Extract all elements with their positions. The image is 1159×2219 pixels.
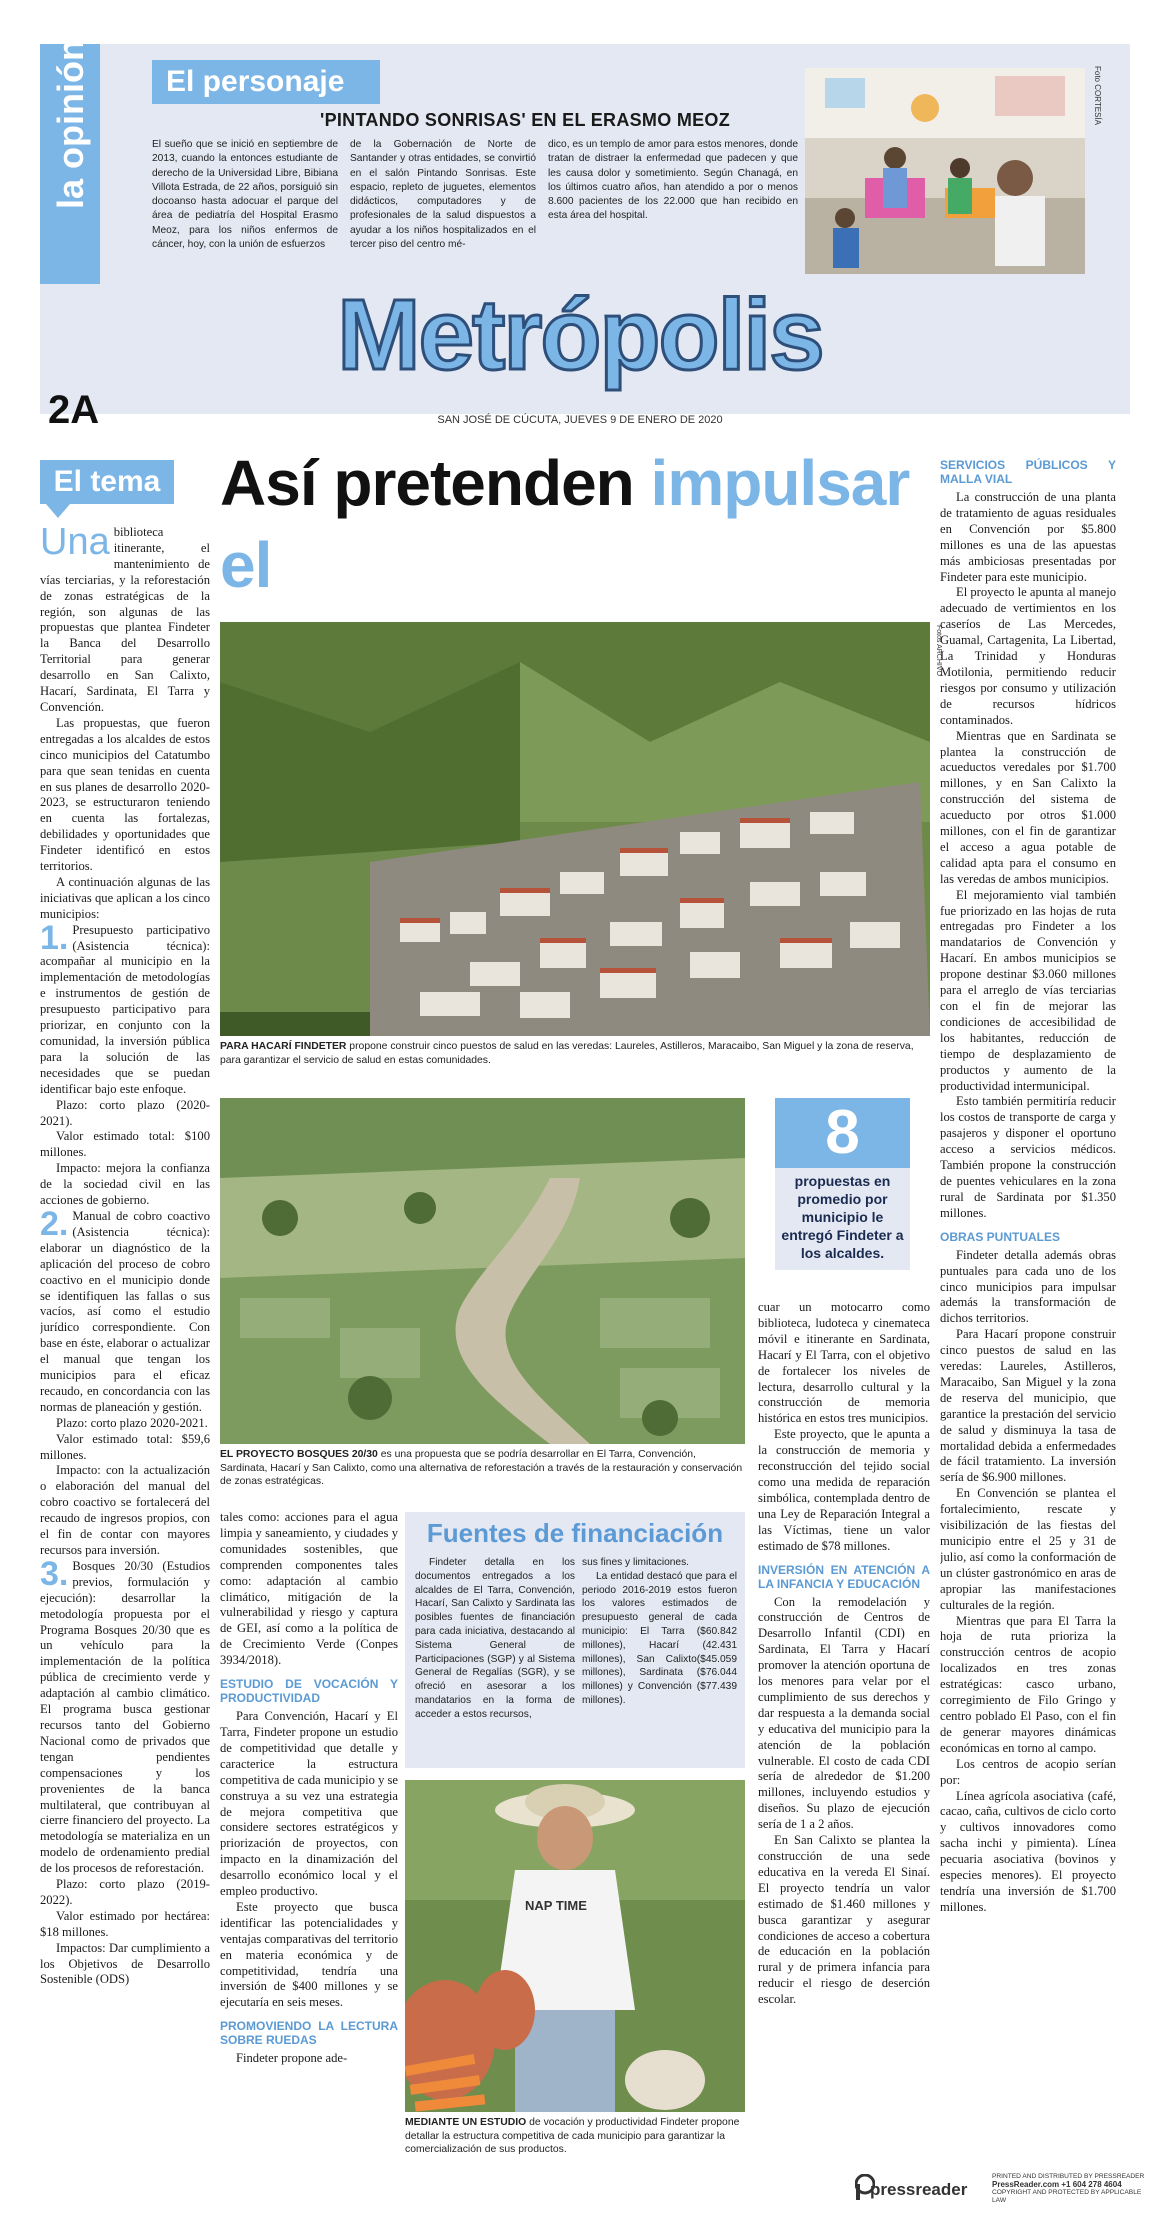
list-number: 3. — [40, 1554, 69, 1593]
personaje-text-col2: de la Gobernación de Norte de Santander y otras entidades, se convirtió en el salón Pintando Sonrisas. Este espacio, repleto de juguetes, elementos didácticos, computadores y de profesionales de la salud dispuestos a ayudar a los niños hospitalizados en el tercer piso del centro mé- — [350, 139, 536, 251]
article-column-right — [940, 458, 1116, 2178]
tema-tab-pointer — [46, 504, 70, 518]
list-number: 1. — [40, 918, 69, 957]
paragraph: Presupuesto participativo (Asistencia técnica): acompañar al municipio en la implementación de metodologías e instrumentos de gestión de presupuesto participativo para priorizar, en conjunto con la comunidad, la inversión pública para la solución de las necesidades que se puedan identificar bajo este enfoque. — [40, 922, 210, 1096]
paragraph: Este proyecto, que le apunta a la construcción de memoria y reconstrucción del tejido social como una medida de reparación simbólica, contemplada dentro de una Ley de Reparación Integral a las Víctimas, tiene un valor estimado de $78 millones. — [758, 1427, 930, 1553]
paragraph: Valor estimado total: $59,6 millones. — [40, 1431, 210, 1462]
paragraph: cuar un motocarro como biblioteca, ludoteca y cinemateca móvil e itinerante en Sardinata, Hacarí y El Tarra, con el objetivo de fortalecer los niveles de lectura, desarrollo cultural y la construcción de memoria histórica en estos tres municipios. — [758, 1300, 930, 1426]
subheading: PROMOVIENDO LA LECTURA SOBRE RUEDAS — [220, 2019, 398, 2048]
paragraph: Mientras que para El Tarra la hoja de ruta prioriza la construcción centros de acopio localizados en tres zonas estratégicas: casco urbano, corregimiento de Filo Gringo y centro poblado El Paso, con el fin de generar mayores dinámicas económicas en torno al campo. — [940, 1613, 1116, 1755]
photo-credit: Foto CORTESÍA — [1093, 66, 1102, 125]
caption-lead: MEDIANTE UN ESTUDIO — [405, 2117, 527, 2128]
tema-tab-label: El tema — [53, 465, 161, 498]
financing-text-col1 — [415, 1556, 575, 1722]
paragraph: Valor estimado por hectárea: $18 millones. — [40, 1908, 210, 1939]
subheading: OBRAS PUNTUALES — [940, 1229, 1061, 1244]
photo-caption — [220, 1448, 745, 1489]
town-photo — [220, 622, 930, 1036]
paragraph: El mejoramiento vial también fue priorizado en las hojas de ruta entregadas pro Findeter a los mandatarios de Convención y Hacarí. En ambos municipios se propone destinar $3.060 millones para el arreglo de vías terciarias con el fin de mejorar las condiciones de accesibilidad de los habitantes, reducción de tiempo de desplazamiento de productos y aumento de la productividad intermunicipal. — [940, 887, 1116, 1093]
subheading: ESTUDIO DE VOCACIÓN Y PRODUCTIVIDAD — [220, 1677, 398, 1706]
section-masthead: Metrópolis — [337, 279, 823, 391]
shirt-text: NAP TIME — [525, 1898, 587, 1913]
paragraph: Impacto: mejora la confianza de la sociedad civil en las acciones de gobierno. — [40, 1161, 210, 1208]
paragraph: Esto también permitiría reducir los costos de transporte de carga y pasajeros y disponer el oportuno acceso a servicios médicos. También propone la construcción de puentes vehiculares en la zona rural de Sardinata por $1.350 millones. — [940, 1094, 1116, 1220]
paragraph: La entidad destacó que para el periodo 2016-2019 estos fueron los valores estimados de presupuesto general de cada municipio: El Tarra ($60.842 millones), Hacarí (42.431 millones), San Calixto($45.059 millones), Sardinata ($76.044 millones) y Convención ($77.439 millones). — [582, 1570, 737, 1706]
paragraph: Plazo: corto plazo 2020-2021. — [56, 1415, 208, 1430]
tema-tab — [40, 460, 174, 504]
stat-text: propuestas en promedio por municipio le entregó Findeter a los alcaldes. — [781, 1173, 904, 1261]
stat-number: 8 — [825, 1098, 860, 1167]
headline-highlight1: impulsar el — [220, 447, 910, 601]
caption-lead: PARA HACARÍ FINDETER — [220, 1041, 347, 1052]
paragraph: Para Hacarí propone construir cinco puestos de salud en las veredas: Laureles, Astilleros, Maracaibo, San Miguel y la zona de reserva del municipio, que garantice la prestación del servicio de salud y disminuya la tasa de mortalidad debida a enfermedades de fácil tratamiento. La inversión sería de $6.900 millones. — [940, 1327, 1116, 1485]
personaje-text-col1: El sueño que se inició en septiembre de 2013, cuando la entonces estudiante de derecho de la Universidad Libre, Bibiana Villota Estrada, de 22 años, porsiguió sin docoanso hasta adocuar el parque del área de pediatría del Hospital Erasmo Meoz, para los niños enfermos de cáncer, hoy, con la unión de esfuerzos — [152, 139, 338, 251]
paragraph: tales como: acciones para el agua limpia y saneamiento, y ciudades y comunidades sostenibles, que comprenden componentes tales como: adaptación al cambio climático, mitigación de la vulnerabilidad y riesgo y captura de GEI, así como a la política de de Crecimiento Verde (Conpes 3934/2018). — [220, 1510, 398, 1668]
river-valley-photo — [220, 1098, 745, 1444]
photo-credit: Fotos ARCHIVO — [935, 625, 942, 676]
caption-lead: EL PROYECTO BOSQUES 20/30 — [220, 1449, 378, 1460]
drop-cap: Una — [40, 525, 110, 563]
farmer-photo — [405, 1780, 745, 2112]
paragraph: Findeter detalla en los documentos entregados a los alcaldes de El Tarra, Convención, Hacarí, San Calixto y Sardinata las posibles fuentes de financiación para cada iniciativa, destacando al Sistema General de Participaciones (SGP) y al Sistema General de Regalías (SGR), y se ofreció en asesorar a los mandatarios en la forma de acceder a estos recursos, — [415, 1557, 575, 1720]
legal-line: COPYRIGHT AND PROTECTED BY APPLICABLE LAW — [992, 2189, 1142, 2204]
subheading: SERVICIOS PÚBLICOS Y MALLA VIAL — [940, 458, 1116, 486]
caption-text: propone construir cinco puestos de salud en las veredas: Laureles, Astilleros, Maracaibo, San Miguel y la zona de reserva, para garantizar el servicio de salud en estas comunidades. — [220, 1041, 914, 1066]
legal-line: PressReader.com +1 604 278 4604 — [992, 2180, 1122, 2189]
paragraph: Impacto: con la actualización o elaboración del manual del cobro coactivo se fortalecerá del recaudo de ingresos propios, con el fin de contar con mayores recursos para inversión. — [40, 1463, 210, 1557]
headline-part1: Así pretenden — [220, 447, 651, 519]
paragraph: Plazo: corto plazo (2019-2022). — [40, 1877, 210, 1907]
paragraph: Findeter detalla además obras puntuales para cada uno de los cinco municipios para impulsar además la transformación de dichos territorios. — [940, 1247, 1116, 1326]
paragraph: Las propuestas, que fueron entregadas a los alcaldes de estos cinco municipios del Catatumbo para que sean tenidas en cuenta en sus planes de desarrollo 2020-2023, se estructuraron teniendo en cuenta las fortalezas, debilidades y oportunidades que Findeter identificó en estos territorios. — [40, 715, 210, 874]
financing-title: Fuentes de financiación — [426, 1518, 724, 1548]
classroom-photo — [805, 68, 1085, 274]
paragraph: La construcción de una planta de tratamiento de aguas residuales en Convención por $5.800 millones es una de las apuestas más ambiciosas presentadas por Findeter para este municipio. — [940, 490, 1116, 584]
photo-caption — [220, 1040, 920, 1067]
legal-line: PRINTED AND DISTRIBUTED BY PRESSREADER — [992, 2173, 1145, 2180]
photo-caption — [405, 2116, 750, 2157]
paragraph: Valor estimado total: $100 millones. — [40, 1129, 210, 1160]
paragraph: Este proyecto que busca identificar las potencialidades y ventajas comparativas del territorio en materia económica y de competitividad, tendría una inversión de $400 millones y se ejecutaría en seis meses. — [220, 1899, 398, 2010]
paragraph: Bosques 20/30 (Estudios previos, formulación y ejecución): desarrollar la metodología propuesta por el Programa Bosques 20/30 que es un vehículo para la implementación de la política pública de crecimiento verde y adaptación al cambio climático. El programa busca gestionar recursos tanto del Gobierno Nacional como de privados que tengan pendientes compensaciones y los provenientes de la banca multilateral, que contribuyan al cierre financiero del proyecto. La metodología se materializa en un modelo de ordenamiento predial de los procesos de reforestación. — [40, 1558, 210, 1876]
list-number: 2. — [40, 1204, 69, 1243]
paragraph: Manual de cobro coactivo (Asistencia técnica): elaborar un diagnóstico de la aplicación del proceso de cobro coactivo en el municipio donde se identifiquen las fallas o sus vacíos, así como el estudio jurídico correspondiente. Con base en éste, elaborar o actualizar el manual que tengan los municipios para el eficaz recaudo, en concordancia con las normas de planeación y gestión. — [40, 1208, 210, 1414]
caption-text: es una propuesta que se podría desarrollar en El Tarra, Convención, Sardinata, Hacarí y San Calixto, como una alternativa de reforestación a través de la restauración y conservación de zonas estratégicas. — [220, 1449, 743, 1487]
paragraph: sus fines y limitaciones. — [582, 1557, 690, 1568]
paragraph: Con la remodelación y construcción de Centros de Desarrollo Infantil (CDI) en Sardinata, El Tarra y Hacarí promover la atención oportuna de los menores para velar por el cumplimiento de sus derechos y dar respuesta a la demanda social y educativa del municipio para la atención de la población vulnerable. El costo de cada CDI sería de alrededor de $1.200 millones, incluyendo estudios y diseños. Su plazo de ejecución sería de 1 a 2 años. — [758, 1594, 930, 1832]
article-column-mid-right — [758, 1300, 930, 2180]
subheading: INVERSIÓN EN ATENCIÓN A LA INFANCIA Y EDUCACIÓN — [758, 1562, 930, 1591]
paragraph: Línea agrícola asociativa (café, cacao, caña, cultivos de ciclo corto y cultivos innovadores como sacha inchi y pimienta). Línea pecuaria asociativa (bovinos y especies menores). El proyecto tendría una inversión de $1.700 millones. — [940, 1788, 1116, 1914]
financing-text-col2 — [582, 1556, 737, 1708]
article-column-left — [40, 525, 210, 2005]
paragraph: Mientras que en Sardinata se plantea la construcción de acueductos veredales por $1.700 millones, y en San Calixto la construcción del sistema de acueducto por otros $1.000 millones, con el fin de garantizar el acceso a agua potable de calidad apta para el consumo en las veredas de ambos municipios. — [940, 728, 1116, 886]
paragraph: Plazo: corto plazo (2020-2021). — [40, 1097, 210, 1128]
page-number: 2A — [48, 388, 100, 432]
paragraph: En Convención se plantea el fortalecimiento, rescate y visibilización de las fiestas del municipio entre el 25 y 31 de julio, así como la conformación de un clúster gastronómico en aras de apropiar las manifestaciones culturales de la región. — [940, 1486, 1116, 1612]
paragraph: biblioteca itinerante, el mantenimiento de vías terciarias, y la reforestación de zonas estratégicas de la región, son algunas de las propuestas que plantea Findeter la Banca del Desarrollo Territorial para generar desarrollo en San Calixto, Hacarí, Sardinata, El Tarra y Convención. — [40, 525, 210, 714]
paragraph: Findeter propone ade- — [236, 2051, 348, 2066]
article-column-center — [220, 1510, 398, 2180]
dateline: SAN JOSÉ DE CÚCUTA, JUEVES 9 DE ENERO DE 2020 — [437, 414, 723, 426]
paragraph: Impactos: Dar cumplimiento a los Objetivos de Desarrollo Sostenible (ODS) — [40, 1940, 210, 1987]
personaje-text-col3: dico, es un templo de amor para estos menores, donde tratan de distraer la enfermedad que padecen y que les causa dolor y sometimiento. Según Chanagá, en los últimos cuatro años, han atendido a por o menos 8.600 pacientes de los 22.000 que han recibido en esta área del hospital. — [548, 139, 798, 222]
paragraph: El proyecto le apunta al manejo adecuado de vertimientos en los caseríos de Las Mercedes, Guamal, Cartagenita, La Libertad, La Trinidad y Honduras Motilonia, permitiendo reducir riesgos por consumo y utilización de recursos hídricos contaminados. — [940, 585, 1116, 727]
personaje-headline: 'PINTANDO SONRISAS' EN EL ERASMO MEOZ — [319, 110, 731, 130]
paragraph: Para Convención, Hacarí y El Tarra, Findeter propone un estudio de competitividad que detalle y caracterice la estructura competitiva de cada municipio y se construya a su vez una estrategia de mejora competitiva que considere sectores estratégicos y priorización de proyectos, con impacto en la dinamización del desarrollo económico local y el empleo productivo. — [220, 1709, 398, 1899]
paragraph: Los centros de acopio serían por: — [940, 1756, 1116, 1787]
paragraph: En San Calixto se plantea la construcción de una sede educativa en la vereda El Sinaí. El proyecto tendría un valor estimado de $1.460 millones y busca garantizar y asegurar condiciones de acceso a cobertura de educación en la población rural y de primera infancia para reducir el riesgo de deserción escolar. — [758, 1833, 930, 2007]
pressreader-legal — [992, 2173, 1152, 2205]
newspaper-logo — [51, 131, 91, 209]
caption-text: de vocación y productividad Findeter propone detallar la estructura competitiva de cada municipio para garantizar la comercialización de sus productos. — [405, 2117, 740, 2155]
pressreader-brand: pressreader — [870, 2180, 968, 2199]
personaje-tab — [152, 60, 380, 104]
personaje-tab-label: El personaje — [166, 65, 345, 98]
paragraph: A continuación algunas de las iniciativas que aplican a los cinco municipios: — [40, 874, 210, 921]
